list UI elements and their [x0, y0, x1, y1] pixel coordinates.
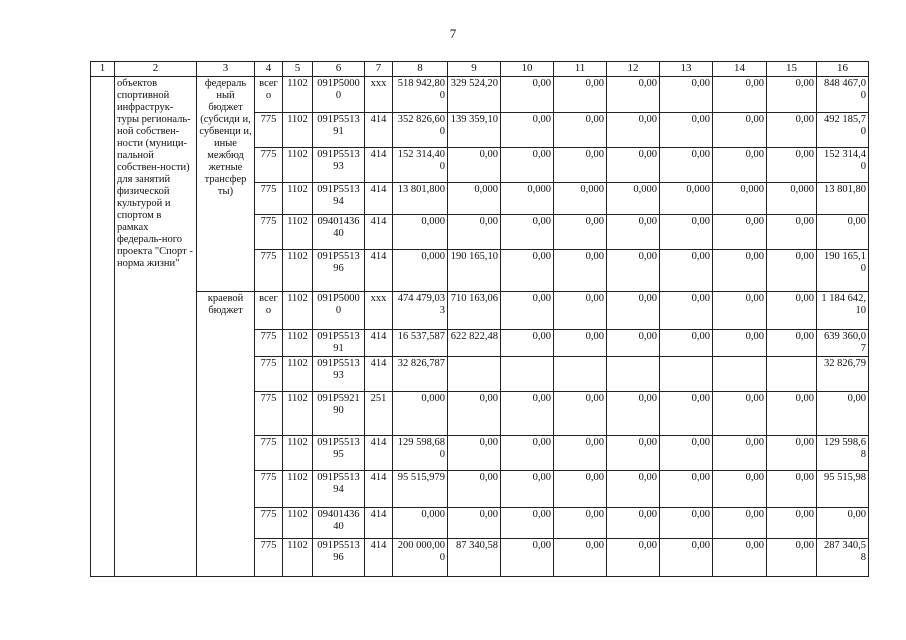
data-cell	[501, 357, 554, 392]
data-cell: 0,000	[713, 183, 767, 215]
data-cell: 639 360,07	[817, 330, 869, 357]
data-cell: 0,00	[448, 471, 501, 508]
header-cell: 8	[393, 62, 448, 77]
data-cell: 0,00	[817, 508, 869, 539]
data-cell: 091P551393	[313, 357, 365, 392]
data-cell: 492 185,70	[817, 113, 869, 148]
data-cell: 414	[365, 330, 393, 357]
header-cell: 5	[283, 62, 313, 77]
data-cell	[554, 357, 607, 392]
data-cell: 1102	[283, 357, 313, 392]
data-cell: 414	[365, 183, 393, 215]
data-cell: 0,00	[448, 436, 501, 471]
page-number: 7	[449, 26, 457, 41]
data-cell: 0,00	[607, 250, 660, 292]
data-cell: 775	[255, 539, 283, 577]
data-cell: 0,00	[554, 392, 607, 436]
data-cell: 0,00	[501, 508, 554, 539]
header-cell: 15	[767, 62, 817, 77]
data-cell: 0,000	[393, 250, 448, 292]
data-cell: 0,00	[554, 436, 607, 471]
data-cell: 1102	[283, 436, 313, 471]
data-cell: 0,00	[501, 250, 554, 292]
data-cell: 152 314,400	[393, 148, 448, 183]
data-cell: 13 801,800	[393, 183, 448, 215]
data-cell: 0,00	[660, 330, 713, 357]
data-cell: 0,00	[554, 292, 607, 330]
data-cell: 091P50000	[313, 77, 365, 113]
data-cell: 1102	[283, 215, 313, 250]
data-cell: 1102	[283, 292, 313, 330]
data-cell: 0,00	[713, 113, 767, 148]
table-row	[91, 292, 869, 330]
data-cell: 13 801,80	[817, 183, 869, 215]
data-cell: 129 598,68	[817, 436, 869, 471]
data-cell: 0,00	[767, 113, 817, 148]
data-cell: 0,00	[767, 77, 817, 113]
data-cell: 1 184 642,10	[817, 292, 869, 330]
data-cell: 0,00	[448, 392, 501, 436]
data-cell: 0,000	[393, 215, 448, 250]
table-header-row	[91, 62, 869, 77]
data-cell: 0,00	[713, 436, 767, 471]
data-cell: 32 826,787	[393, 357, 448, 392]
data-cell: 775	[255, 113, 283, 148]
data-cell: 0,00	[767, 539, 817, 577]
object-name-cell: объектов спортивной инфраструк-туры региональ-ной собствен-ности (муници-пальной собствен-ности) для занятий физической культурой и спортом в рамках федераль-ного проекта "Спорт - норма жизни"	[115, 77, 197, 577]
data-cell: 0,000	[501, 183, 554, 215]
data-cell: 95 515,979	[393, 471, 448, 508]
data-cell: 091P551391	[313, 113, 365, 148]
data-cell: всего	[255, 77, 283, 113]
data-cell: 0,00	[713, 508, 767, 539]
data-cell: 0,00	[660, 215, 713, 250]
funding-source-cell: федераль ный бюджет (субсиди и, субвенци и, иные межбюд жетные трансфер ты)	[197, 77, 255, 292]
data-cell: 775	[255, 508, 283, 539]
data-cell: 414	[365, 357, 393, 392]
data-cell: 775	[255, 471, 283, 508]
data-cell: 1102	[283, 183, 313, 215]
data-cell: 091P551396	[313, 250, 365, 292]
data-cell: 0,00	[660, 250, 713, 292]
data-cell: 0,00	[713, 148, 767, 183]
data-cell: 775	[255, 357, 283, 392]
data-cell: 622 822,48	[448, 330, 501, 357]
data-cell: 1102	[283, 330, 313, 357]
data-cell: 0,00	[501, 292, 554, 330]
data-cell: всего	[255, 292, 283, 330]
data-cell	[713, 357, 767, 392]
header-cell: 14	[713, 62, 767, 77]
data-cell: 0,00	[713, 292, 767, 330]
funding-source-cell: краевой бюджет	[197, 292, 255, 577]
data-cell: 0,00	[767, 508, 817, 539]
data-cell: 0940143640	[313, 215, 365, 250]
data-cell	[448, 357, 501, 392]
data-cell: 0,00	[767, 215, 817, 250]
data-cell: 0,00	[501, 471, 554, 508]
data-cell: 0,00	[554, 113, 607, 148]
header-cell: 11	[554, 62, 607, 77]
data-cell: 0,00	[713, 539, 767, 577]
data-cell: 414	[365, 113, 393, 148]
data-cell: 0,00	[660, 113, 713, 148]
data-cell: 414	[365, 471, 393, 508]
header-cell: 10	[501, 62, 554, 77]
data-cell: 091P551394	[313, 471, 365, 508]
data-cell: 352 826,600	[393, 113, 448, 148]
header-cell: 6	[313, 62, 365, 77]
data-cell: 0,00	[554, 539, 607, 577]
data-cell: 0,00	[767, 330, 817, 357]
data-cell: 0,00	[501, 148, 554, 183]
table-row	[91, 77, 869, 113]
data-cell: 0,00	[554, 250, 607, 292]
data-cell: 091P50000	[313, 292, 365, 330]
data-cell: 0,00	[660, 539, 713, 577]
data-cell: 0,00	[607, 436, 660, 471]
data-cell: 0,00	[554, 471, 607, 508]
data-cell: 0,00	[607, 392, 660, 436]
data-cell: 0940143640	[313, 508, 365, 539]
data-cell: 474 479,033	[393, 292, 448, 330]
data-cell: 190 165,10	[817, 250, 869, 292]
data-cell: 0,00	[607, 148, 660, 183]
data-cell: 0,00	[713, 77, 767, 113]
data-cell: 0,00	[660, 392, 713, 436]
data-cell: 518 942,800	[393, 77, 448, 113]
data-cell: 0,00	[660, 292, 713, 330]
data-cell: 0,000	[767, 183, 817, 215]
data-cell: 0,00	[554, 77, 607, 113]
header-cell: 1	[91, 62, 115, 77]
data-cell: 1102	[283, 392, 313, 436]
data-cell: 710 163,06	[448, 292, 501, 330]
data-cell: 0,00	[767, 436, 817, 471]
data-cell: 0,00	[767, 471, 817, 508]
data-cell: 95 515,98	[817, 471, 869, 508]
data-cell: 0,00	[554, 330, 607, 357]
data-cell: 287 340,58	[817, 539, 869, 577]
data-cell: 1102	[283, 471, 313, 508]
data-cell: 1102	[283, 250, 313, 292]
data-cell: 0,000	[393, 392, 448, 436]
data-cell: 091P551396	[313, 539, 365, 577]
data-cell: 775	[255, 436, 283, 471]
data-cell: 775	[255, 392, 283, 436]
data-cell: 414	[365, 508, 393, 539]
data-cell: 0,00	[767, 250, 817, 292]
data-cell: 775	[255, 148, 283, 183]
data-cell: 091P551391	[313, 330, 365, 357]
data-cell: 0,00	[660, 508, 713, 539]
data-cell: 091P551394	[313, 183, 365, 215]
data-cell: 414	[365, 436, 393, 471]
data-cell: 0,00	[607, 330, 660, 357]
data-cell: 0,00	[448, 215, 501, 250]
data-cell: 0,00	[713, 215, 767, 250]
data-cell: 0,00	[448, 148, 501, 183]
data-cell: 0,00	[501, 436, 554, 471]
data-cell: 87 340,58	[448, 539, 501, 577]
data-cell: 0,00	[660, 436, 713, 471]
header-cell: 2	[115, 62, 197, 77]
data-cell: 775	[255, 250, 283, 292]
data-cell: 0,00	[817, 215, 869, 250]
data-cell: 152 314,40	[817, 148, 869, 183]
row-number-cell	[91, 77, 115, 577]
data-cell: 414	[365, 215, 393, 250]
data-cell: 0,000	[607, 183, 660, 215]
data-cell: 091P551395	[313, 436, 365, 471]
data-cell: 0,000	[554, 183, 607, 215]
data-cell: 200 000,000	[393, 539, 448, 577]
data-cell: 0,00	[713, 392, 767, 436]
data-cell: xxx	[365, 292, 393, 330]
header-cell: 7	[365, 62, 393, 77]
data-cell: 775	[255, 183, 283, 215]
header-cell: 3	[197, 62, 255, 77]
data-cell: 329 524,20	[448, 77, 501, 113]
data-cell: 0,00	[501, 330, 554, 357]
data-cell: 0,00	[713, 471, 767, 508]
header-cell: 12	[607, 62, 660, 77]
data-cell: 0,00	[501, 77, 554, 113]
header-cell: 9	[448, 62, 501, 77]
data-cell: 1102	[283, 113, 313, 148]
data-cell: 0,00	[501, 113, 554, 148]
data-cell: 0,00	[713, 330, 767, 357]
header-cell: 16	[817, 62, 869, 77]
data-cell: 414	[365, 539, 393, 577]
data-cell: 0,00	[607, 471, 660, 508]
data-cell: 091P592190	[313, 392, 365, 436]
data-cell: 0,00	[607, 539, 660, 577]
data-cell: 0,000	[448, 183, 501, 215]
data-cell: 0,00	[607, 292, 660, 330]
data-cell: 1102	[283, 539, 313, 577]
data-cell: 251	[365, 392, 393, 436]
data-cell: 129 598,680	[393, 436, 448, 471]
data-cell: 775	[255, 215, 283, 250]
data-cell: 414	[365, 148, 393, 183]
data-cell: 0,00	[660, 471, 713, 508]
data-cell: 414	[365, 250, 393, 292]
data-cell: 0,00	[554, 508, 607, 539]
data-cell: 139 359,10	[448, 113, 501, 148]
data-cell	[660, 357, 713, 392]
data-cell: 0,00	[607, 113, 660, 148]
data-cell: 0,00	[448, 508, 501, 539]
data-cell: 0,00	[554, 215, 607, 250]
data-cell: 0,00	[501, 215, 554, 250]
data-cell: xxx	[365, 77, 393, 113]
data-cell: 32 826,79	[817, 357, 869, 392]
data-cell: 0,00	[607, 508, 660, 539]
data-cell: 0,00	[501, 539, 554, 577]
data-cell: 775	[255, 330, 283, 357]
data-cell: 0,00	[607, 77, 660, 113]
data-cell: 0,000	[660, 183, 713, 215]
data-cell	[607, 357, 660, 392]
data-cell: 091P551393	[313, 148, 365, 183]
data-cell: 0,00	[767, 148, 817, 183]
data-cell: 0,00	[713, 250, 767, 292]
data-cell: 0,000	[393, 508, 448, 539]
budget-table	[90, 61, 869, 577]
data-cell: 0,00	[554, 148, 607, 183]
data-cell: 190 165,10	[448, 250, 501, 292]
data-cell: 1102	[283, 77, 313, 113]
data-cell: 0,00	[817, 392, 869, 436]
data-cell: 0,00	[501, 392, 554, 436]
data-cell: 0,00	[767, 292, 817, 330]
data-cell: 0,00	[607, 215, 660, 250]
header-cell: 13	[660, 62, 713, 77]
data-cell: 0,00	[767, 392, 817, 436]
data-cell: 848 467,00	[817, 77, 869, 113]
data-cell: 1102	[283, 148, 313, 183]
data-cell	[767, 357, 817, 392]
data-cell: 16 537,587	[393, 330, 448, 357]
data-cell: 0,00	[660, 148, 713, 183]
data-cell: 0,00	[660, 77, 713, 113]
data-cell: 1102	[283, 508, 313, 539]
header-cell: 4	[255, 62, 283, 77]
